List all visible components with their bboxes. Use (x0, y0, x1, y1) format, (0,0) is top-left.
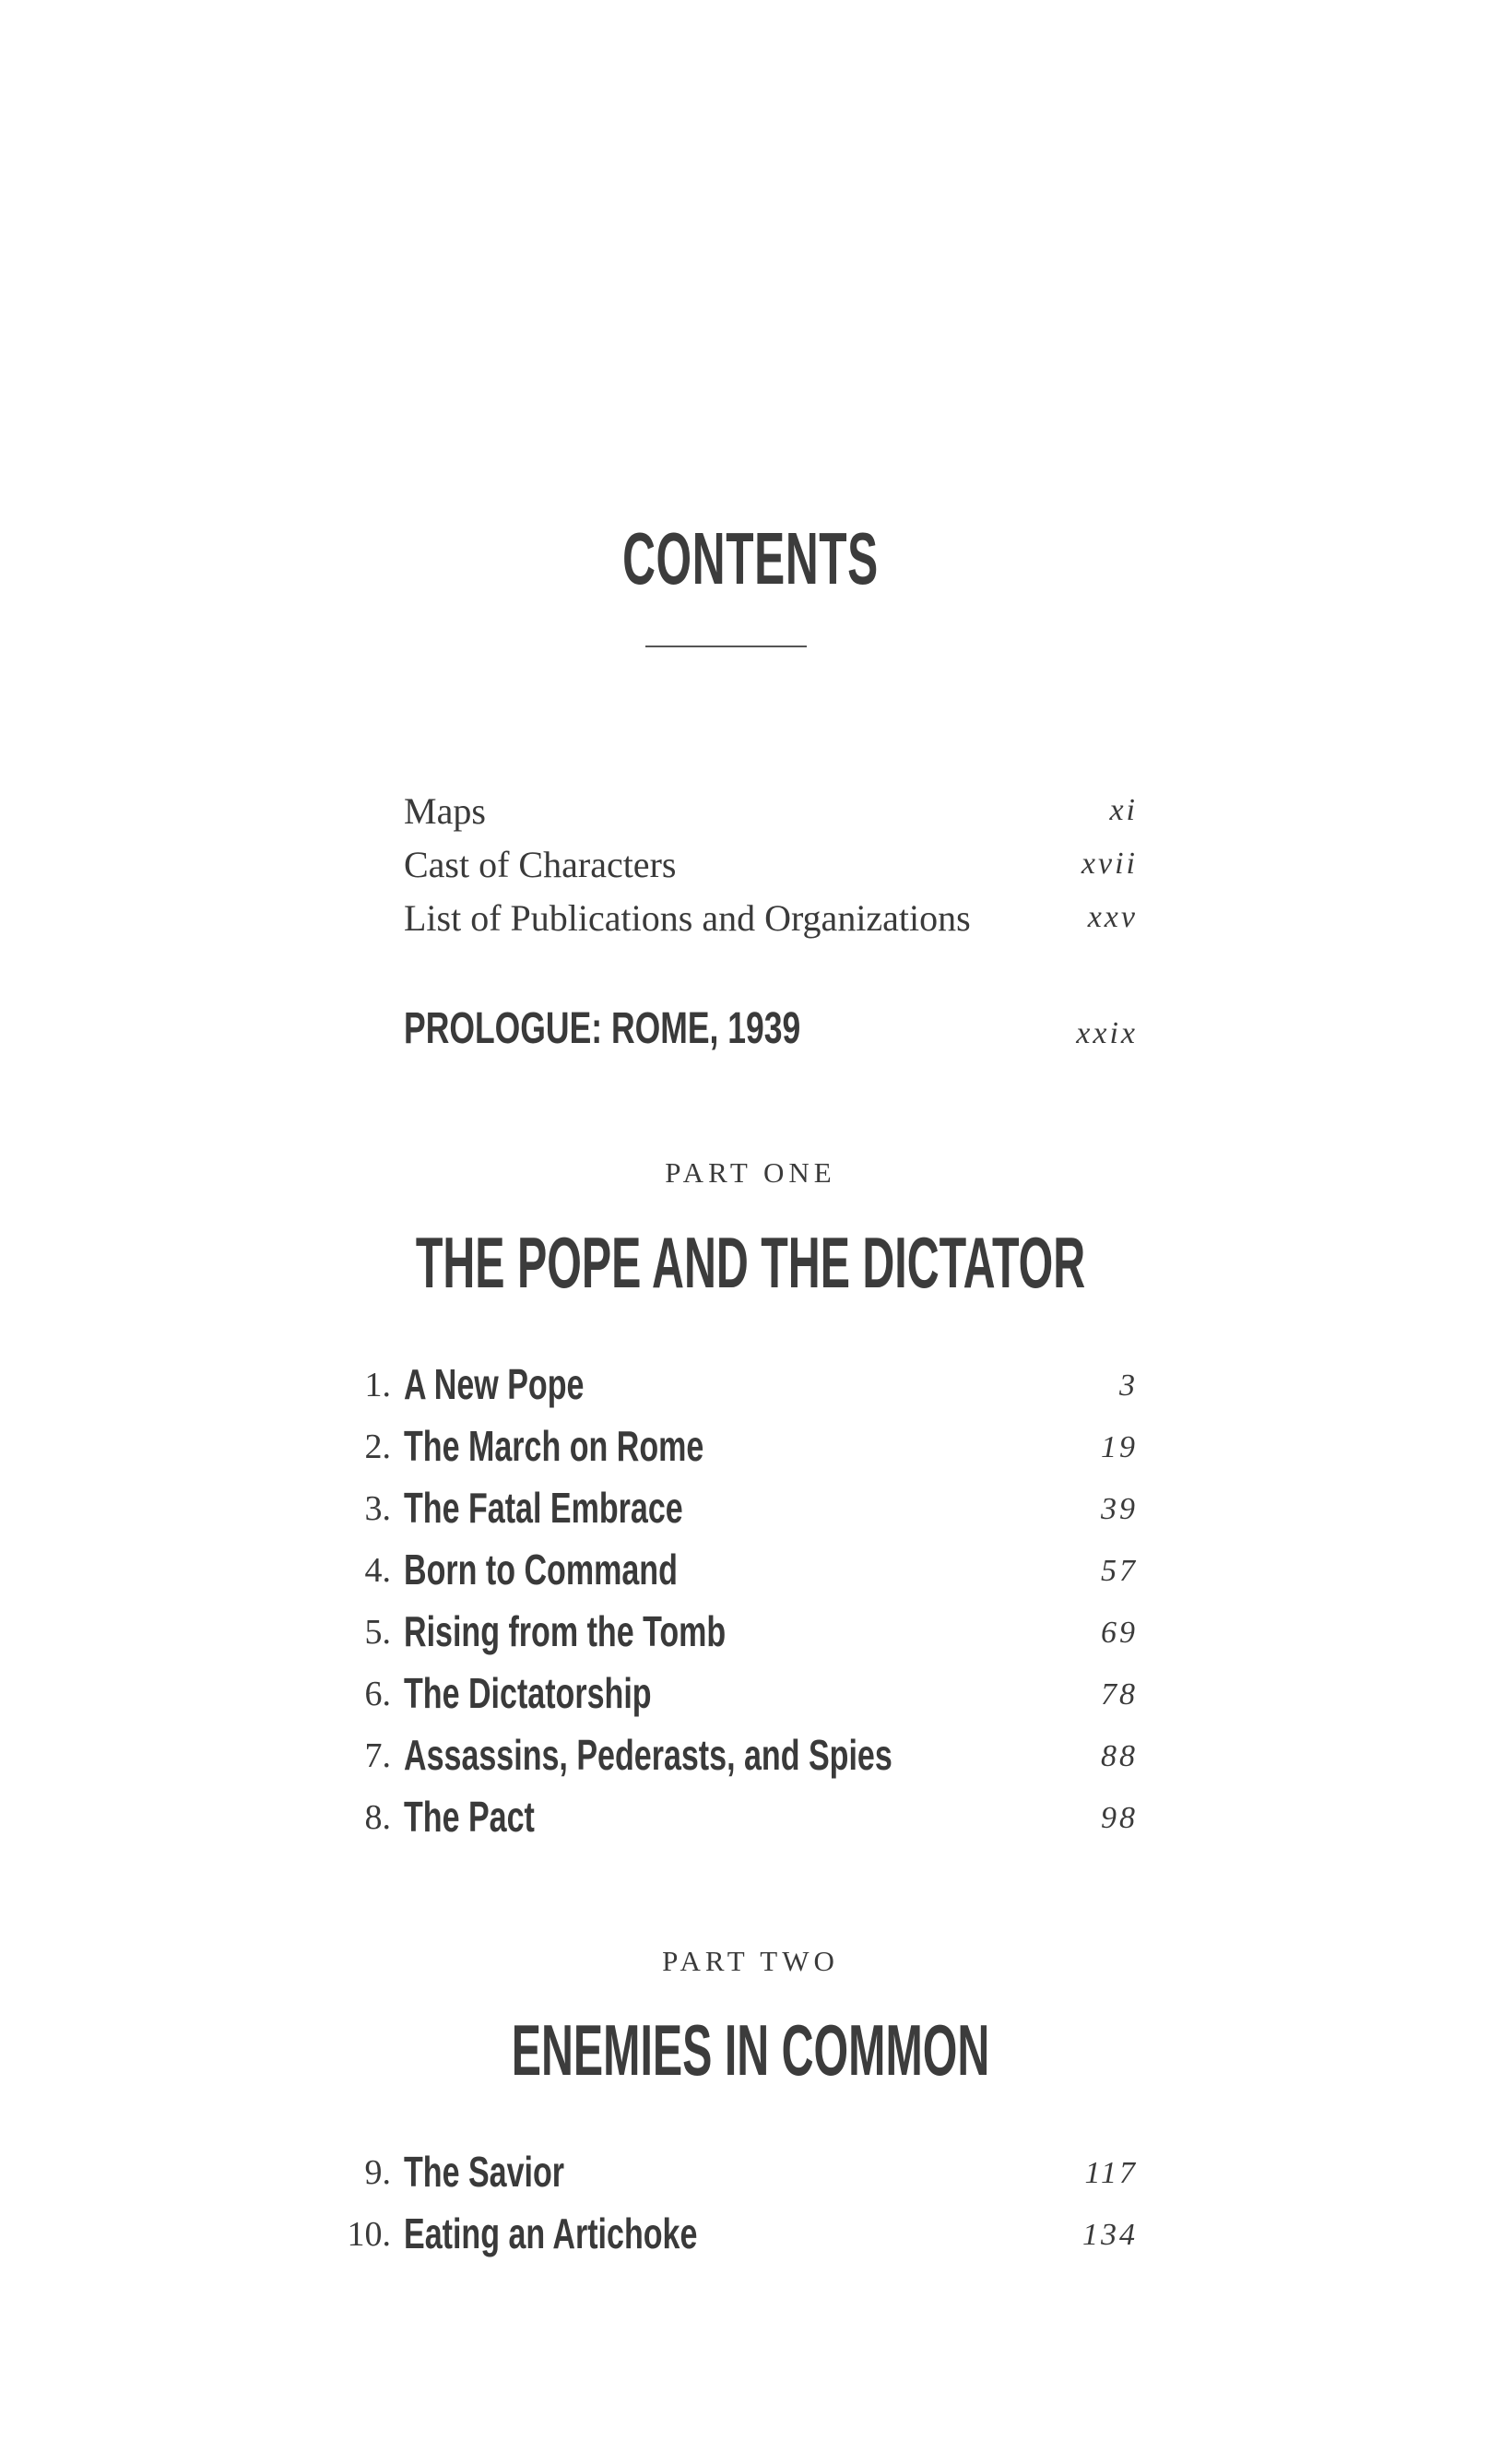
chapter-row[interactable] (277, 1483, 1138, 1540)
chapter-row[interactable] (277, 1545, 1138, 1602)
chapter-page: 88 (1101, 1739, 1138, 1773)
chapter-row[interactable] (277, 2147, 1138, 2204)
chapter-number: 10. (347, 2215, 391, 2254)
toc-entry-list-of-publications[interactable] (404, 896, 1138, 948)
chapter-row[interactable] (277, 1730, 1138, 1787)
chapter-number: 8. (364, 1798, 391, 1837)
chapter-row[interactable] (277, 1668, 1138, 1725)
chapter-title: The Dictatorship (404, 1669, 652, 1717)
toc-entry-label: Maps (404, 790, 486, 832)
chapter-number: 1. (364, 1366, 391, 1404)
chapter-number: 5. (364, 1613, 391, 1652)
chapter-number: 4. (364, 1551, 391, 1590)
chapter-number: 3. (364, 1489, 391, 1528)
chapter-row[interactable] (277, 1792, 1138, 1849)
chapter-page: 57 (1101, 1554, 1138, 1588)
toc-entry-cast-of-characters[interactable] (404, 843, 1138, 894)
toc-entry-label: List of Publications and Organizations (404, 897, 971, 939)
title-rule (645, 646, 807, 647)
chapter-row[interactable] (277, 1421, 1138, 1478)
toc-entry-page: xi (1109, 793, 1138, 827)
chapter-number: 2. (364, 1427, 391, 1466)
prologue-page: xxix (1076, 1016, 1138, 1050)
toc-entry-label: Cast of Characters (404, 844, 677, 885)
chapter-title: Eating an Artichoke (404, 2209, 698, 2257)
part-one-kicker: PART ONE (665, 1156, 836, 1189)
chapter-row[interactable] (277, 1359, 1138, 1416)
chapter-number: 9. (364, 2153, 391, 2192)
chapter-page: 134 (1082, 2218, 1138, 2252)
chapter-title: The Fatal Embrace (404, 1484, 683, 1532)
chapter-page: 3 (1119, 1368, 1138, 1403)
chapter-number: 7. (364, 1736, 391, 1775)
part-two-kicker: PART TWO (662, 1945, 839, 1977)
chapter-page: 117 (1084, 2156, 1138, 2190)
toc-entry-page: xvii (1081, 847, 1138, 881)
page-title: CONTENTS (622, 517, 879, 599)
chapter-title: Rising from the Tomb (404, 1607, 727, 1655)
prologue-label: PROLOGUE: ROME, 1939 (404, 1004, 801, 1053)
chapter-page: 69 (1101, 1616, 1138, 1650)
toc-entry-prologue[interactable] (404, 1003, 1138, 1062)
chapter-page: 78 (1101, 1677, 1138, 1712)
chapter-page: 39 (1101, 1492, 1138, 1526)
chapter-page: 98 (1101, 1801, 1138, 1835)
toc-entry-maps[interactable] (404, 789, 1138, 841)
part-two-title: ENEMIES IN COMMON (511, 2009, 990, 2091)
toc-entry-page: xxv (1087, 900, 1138, 934)
chapter-title: A New Pope (404, 1360, 585, 1408)
chapter-row[interactable] (277, 1606, 1138, 1664)
chapter-title: The Pact (404, 1793, 535, 1841)
chapter-title: Born to Command (404, 1546, 678, 1593)
part-one-title: THE POPE AND THE DICTATOR (415, 1222, 1086, 1303)
chapter-row[interactable] (277, 2209, 1138, 2266)
chapter-title: Assassins, Pederasts, and Spies (404, 1731, 892, 1779)
chapter-title: The Savior (404, 2148, 565, 2196)
chapter-number: 6. (364, 1675, 391, 1713)
chapter-title: The March on Rome (404, 1422, 704, 1470)
chapter-page: 19 (1101, 1430, 1138, 1464)
